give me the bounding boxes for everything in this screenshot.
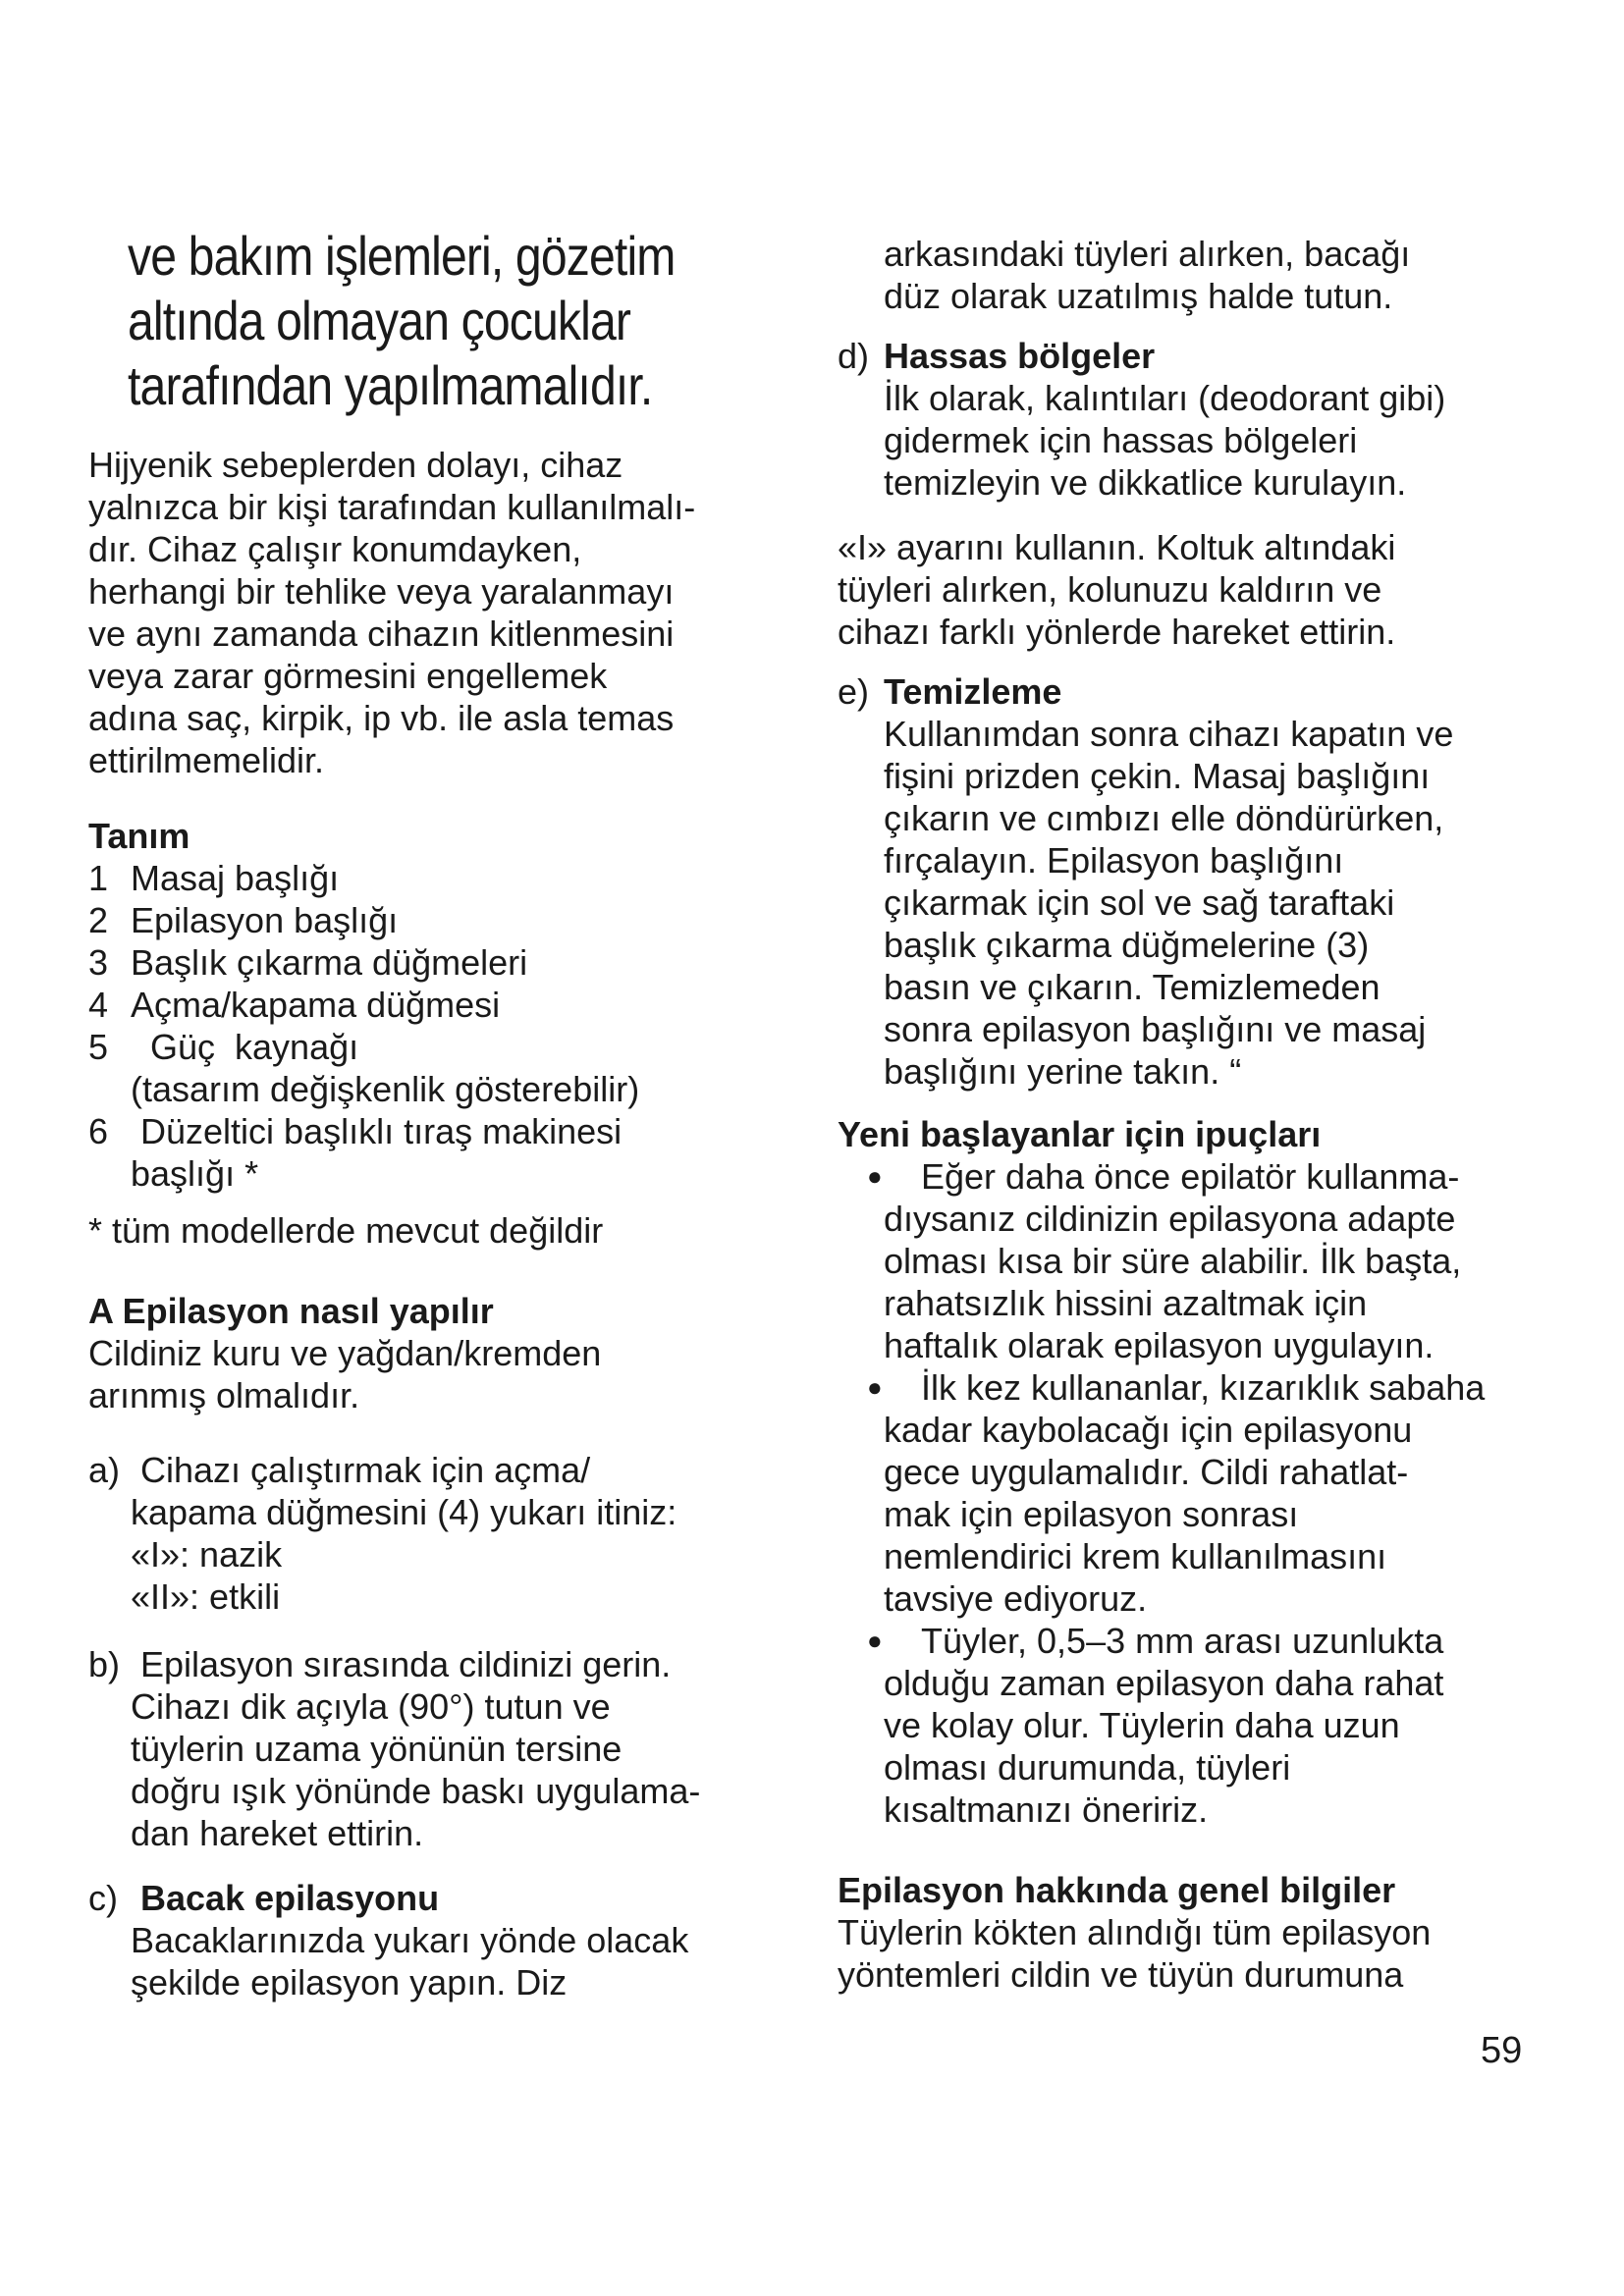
step-a [88,1449,677,1618]
text-line: haftalık olarak epilasyon uygulayın. [884,1325,1435,1365]
general-section [838,1869,1431,1996]
bullet-icon: ● [867,1372,883,1402]
text-line: dan hareket ettirin. [131,1813,424,1853]
text-line: yalnızca bir kişi tarafından kullanılmalı- [88,487,696,527]
general-heading: Epilasyon hakkında genel bilgiler [838,1870,1396,1910]
page-number: 59 [1481,2030,1523,2071]
section-a-heading: A Epilasyon nasıl yapılır [88,1291,494,1331]
text-line: Tüyler, 0,5–3 mm arası uzunlukta [921,1621,1444,1661]
section-a [88,1290,601,1416]
step-label: c) [88,1878,118,1918]
item-number: 6 [88,1111,109,1151]
step-e [838,670,1453,1093]
list-item [88,1068,639,1110]
warning-line: ve bakım işlemleri, gözetim [128,225,676,287]
text-line: Hijyenik sebeplerden dolayı, cihaz [88,445,623,485]
text-line: doğru ışık yönünde baskı uygulama- [131,1771,701,1811]
text-line: nemlendirici krem kullanılmasını [884,1536,1387,1576]
tips-section [838,1113,1485,1831]
item-text: Epilasyon başlığı [131,900,399,940]
tanim-section [88,815,639,1195]
step-c [88,1877,688,2003]
text-line: dıysanız cildinizin epilasyona adapte [884,1199,1456,1239]
text-line: «II»: etkili [131,1576,281,1617]
text-line: şekilde epilasyon yapın. Diz [131,1962,568,2002]
tanim-heading: Tanım [88,816,190,856]
text-line: çıkarmak için sol ve sağ taraftaki [884,882,1395,923]
text-line: olduğu zaman epilasyon daha rahat [884,1663,1444,1703]
bullet-icon: ● [867,1161,883,1191]
continuation [884,233,1410,317]
text-line: temizleyin ve dikkatlice kurulayın. [884,462,1407,503]
step-label: e) [838,671,870,712]
step-b [88,1643,700,1854]
text-line: fırçalayın. Epilasyon başlığını [884,840,1344,881]
item-text: Açma/kapama düğmesi [131,985,501,1025]
bullet-icon: ● [867,1626,883,1655]
item-text: Masaj başlığı [131,858,340,898]
text-line: herhangi bir tehlike veya yaralanmayı [88,571,675,612]
footnote: * tüm modellerde mevcut değildir [88,1210,604,1251]
armpit-paragraph [838,526,1395,653]
item-number: 4 [88,985,109,1025]
list-item [88,984,639,1026]
text-line: rahatsızlık hissini azaltmak için [884,1283,1368,1323]
list-item [88,1026,639,1068]
text-line: basın ve çıkarın. Temizlemeden [884,967,1380,1007]
text-line: tüyleri alırken, kolunuzu kaldırın ve [838,569,1382,610]
text-line: olması kısa bir süre alabilir. İlk başta, [884,1241,1462,1281]
text-line: başlık çıkarma düğmelerine (3) [884,925,1370,965]
step-heading: Bacak epilasyonu [131,1878,440,1918]
text-line: Cildiniz kuru ve yağdan/kremden [88,1333,602,1373]
text-line: cihazı farklı yönlerde hareket ettirin. [838,612,1396,652]
text-line: sonra epilasyon başlığını ve masaj [884,1009,1427,1049]
text-line: kısaltmanızı öneririz. [884,1789,1209,1830]
step-heading: Hassas bölgeler [884,336,1156,376]
step-label: d) [838,336,870,376]
text-line: kapama düğmesini (4) yukarı itiniz: [131,1492,677,1532]
step-label: b) [88,1644,121,1684]
warning-line: tarafından yapılmamalıdır. [128,354,653,416]
text-line: başlığını yerine takın. “ [884,1051,1242,1092]
warning-line: altında olmayan çocuklar [128,290,631,351]
text-line: Kullanımdan sonra cihazı kapatın ve [884,714,1454,754]
tips-heading: Yeni başlayanlar için ipuçları [838,1114,1322,1154]
list-item [88,1110,639,1152]
text-line: tüylerin uzama yönünün tersine [131,1729,623,1769]
list-item [88,941,639,984]
text-line: İlk kez kullananlar, kızarıklık sabaha [921,1367,1486,1408]
item-number [88,1152,131,1195]
text-line: dır. Cihaz çalışır konumdayken, [88,529,582,569]
text-line: arkasındaki tüyleri alırken, bacağı [884,234,1411,274]
text-line: çıkarın ve cımbızı elle döndürürken, [884,798,1444,838]
item-text: başlığı * [131,1153,259,1194]
list-item [88,899,639,941]
item-text: Başlık çıkarma düğmeleri [131,942,528,983]
warning-heading [128,224,764,418]
item-text: Düzeltici başlıklı tıraş makinesi [131,1111,623,1151]
text-line: Cihazı dik açıyla (90°) tutun ve [131,1686,611,1727]
item-number: 1 [88,858,109,898]
text-line: ve aynı zamanda cihazın kitlenmesini [88,614,675,654]
item-number: 2 [88,900,109,940]
text-line: olması durumunda, tüyleri [884,1747,1291,1788]
text-line: kadar kaybolacağı için epilasyonu [884,1410,1413,1450]
list-item [88,857,639,899]
text-line: «I»: nazik [131,1534,283,1575]
text-line: mak için epilasyon sonrası [884,1494,1299,1534]
step-heading: Temizleme [884,671,1062,712]
item-text: Güç kaynağı [131,1027,359,1067]
item-text: (tasarım değişkenlik gösterebilir) [131,1069,640,1109]
text-line: tavsiye ediyoruz. [884,1578,1148,1619]
item-number: 3 [88,942,109,983]
text-line: Cihazı çalıştırmak için açma/ [131,1450,591,1490]
step-d [838,335,1445,504]
item-number [88,1068,131,1110]
text-line: «I» ayarını kullanın. Koltuk altındaki [838,527,1396,567]
text-line: fişini prizden çekin. Masaj başlığını [884,756,1431,796]
step-label: a) [88,1450,121,1490]
text-line: ettirilmemelidir. [88,740,325,780]
item-number: 5 [88,1027,109,1067]
text-line: ve kolay olur. Tüylerin daha uzun [884,1705,1400,1745]
list-item [88,1152,639,1195]
text-line: İlk olarak, kalıntıları (deodorant gibi) [884,378,1446,418]
text-line: düz olarak uzatılmış halde tutun. [884,276,1393,316]
text-line: Bacaklarınızda yukarı yönde olacak [131,1920,689,1960]
tip-item [838,1155,1485,1198]
text-line: gidermek için hassas bölgeleri [884,420,1358,460]
text-line: veya zarar görmesini engellemek [88,656,608,696]
text-line: Eğer daha önce epilatör kullanma- [921,1156,1460,1197]
tip-item [838,1620,1485,1662]
text-line: arınmış olmalıdır. [88,1375,360,1415]
text-line: Tüylerin kökten alındığı tüm epilasyon [838,1912,1432,1952]
text-line: adına saç, kirpik, ip vb. ile asla temas [88,698,675,738]
text-line: gece uygulamalıdır. Cildi rahatlat- [884,1452,1409,1492]
text-line: Epilasyon sırasında cildinizi gerin. [131,1644,672,1684]
text-line: yöntemleri cildin ve tüyün durumuna [838,1954,1404,1995]
tip-item [838,1366,1485,1409]
hygiene-paragraph [88,444,695,781]
